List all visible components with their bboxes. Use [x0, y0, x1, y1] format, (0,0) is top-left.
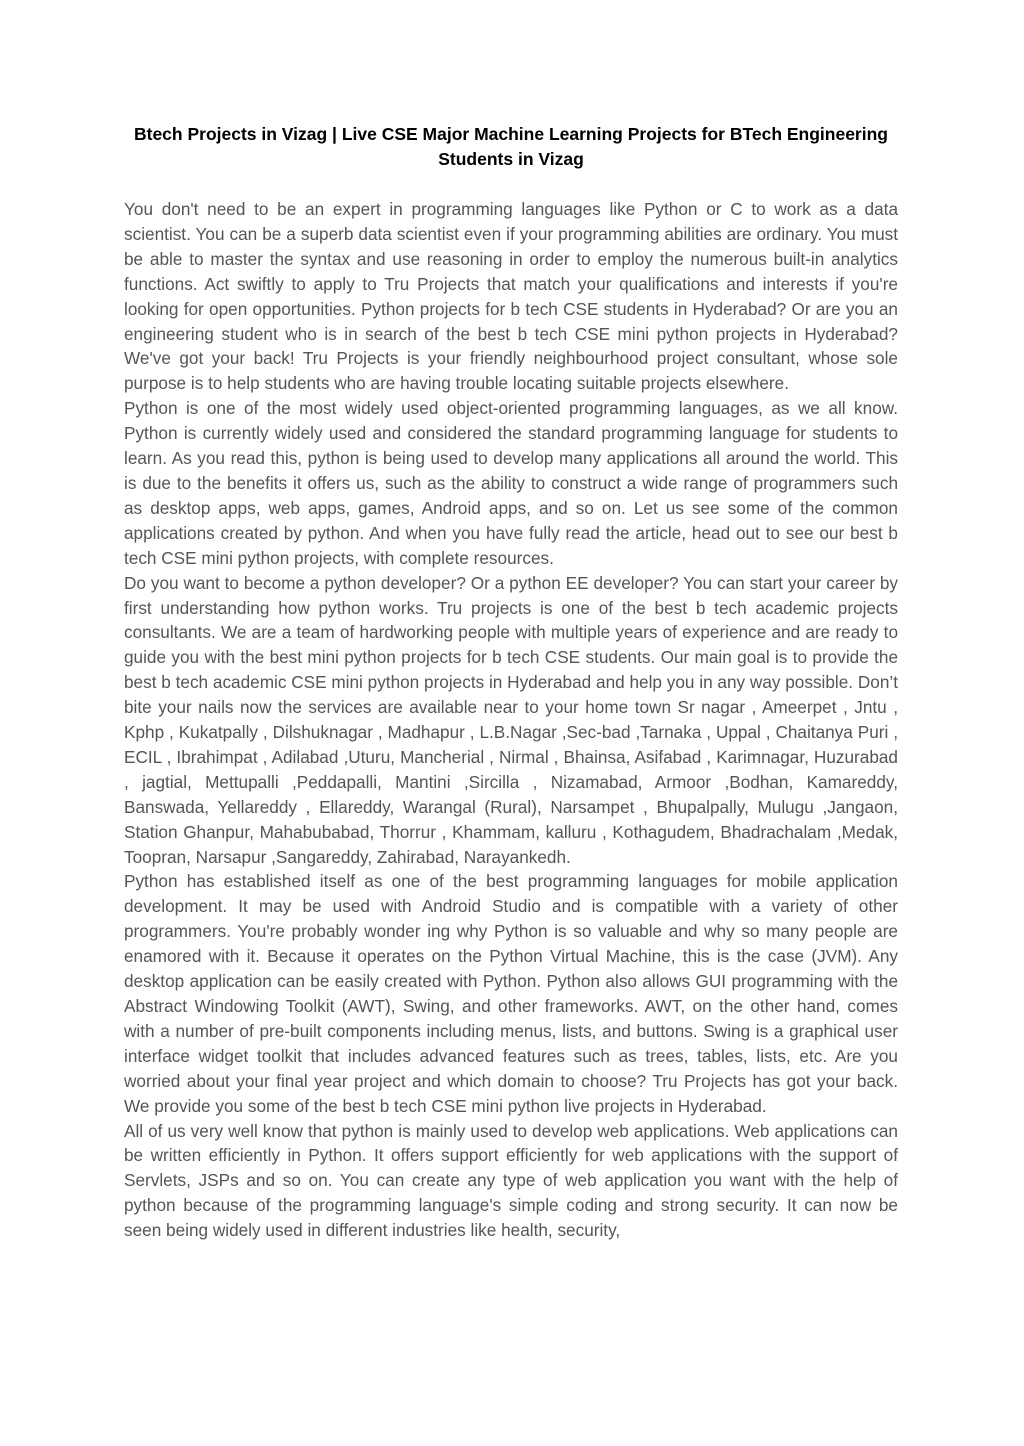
paragraph-mobile-desktop: Python has established itself as one of the best programming languages for mobile application development. It may be used with Android Studio and is compatible with a variety of other programmers. You're probably wonder ing why Python is so valuable and why so many people are enamored with it. Because it operates on the Python Virtual Machine, this is the case (JVM). Any desktop application can be easily created with Python. Python also allows GUI programming with the Abstract Windowing Toolkit (AWT), Swing, and other frameworks. AWT, on the other hand, comes with a number of pre-built components including menus, lists, and buttons. Swing is a graphical user interface widget toolkit that includes advanced features such as trees, tables, lists, etc. Are you worried about your final year project and which domain to choose? Tru Projects has got your back. We provide you some of the best b tech CSE mini python live projects in Hyderabad.	[124, 871, 898, 1116]
paragraph-python-developer: Do you want to become a python developer? Or a python EE developer? You can start your career by first understanding how python works. Tru projects is one of the best b tech academic projects consultants. We are a team of hardworking people with multiple years of experience and are ready to guide you with the best mini python projects for b tech CSE students. Our main goal is to provide the best b tech academic CSE mini python projects in Hyderabad and help you in any way possible. Don’t bite your nails now the services are available near to your home town Sr nagar , Ameerpet , Jntu , Kphp , Kukatpally , Dilshuknagar , Madhapur , L.B.Nagar ,Sec-bad ,Tarnaka , Uppal , Chaitanya Puri , ECIL , Ibrahimpat , Adilabad ,Uturu, Mancherial , Nirmal , Bhainsa, Asifabad , Karimnagar, Huzurabad , jagtial, Mettupalli ,Peddapalli, Mantini ,Sircilla , Nizamabad, Armoor ,Bodhan, Kamareddy, Banswada, Yellareddy , Ellareddy, Warangal (Rural), Narsampet , Bhupalpally, Mulugu ,Jangaon, Station Ghanpur, Mahabubabad, Thorrur , Khammam, kalluru , Kothagudem, Bhadrachalam ,Medak, Toopran, Narsapur ,Sangareddy, Zahirabad, Narayankedh.	[124, 572, 898, 867]
paragraph-web-applications: All of us very well know that python is mainly used to develop web applications. Web applications can be written efficiently in Python. It offers support efficiently for web applications with the support of Servlets, JSPs and so on. You can create any type of web application you want with the help of python because of the programming language's simple coding and strong security. It can now be seen being widely used in different industries like health, security,	[124, 1120, 898, 1241]
paragraph-data-scientist: You don't need to be an expert in programming languages like Python or C to work as a data scientist. You can be a superb data scientist even if your programming abilities are ordinary. You must be able to master the syntax and use reasoning in order to employ the numerous built-in analytics functions. Act swiftly to apply to Tru Projects that match your qualifications and interests if you're looking for open opportunities. Python projects for b tech CSE students in Hyderabad? Or are you an engineering student who is in search of the best b tech CSE mini python projects in Hyderabad? We've got your back! Tru Projects is your friendly neighbourhood project consultant, whose sole purpose is to help students who are having trouble locating suitable projects elsewhere.	[124, 199, 898, 394]
document-body	[124, 197, 898, 1243]
paragraph-python-popularity: Python is one of the most widely used object-oriented programming languages, as we all know. Python is currently widely used and considered the standard programming language for students to learn. As you read this, python is being used to develop many applications all around the world. This is due to the benefits it offers us, such as the ability to construct a wide range of programmers such as desktop apps, web apps, games, Android apps, and so on. Let us see some of the common applications created by python. And when you have fully read the article, head out to see our best b tech CSE mini python projects, with complete resources.	[124, 398, 898, 568]
document-title: Btech Projects in Vizag | Live CSE Major Machine Learning Projects for BTech Engineering Students in Vizag	[133, 124, 888, 169]
